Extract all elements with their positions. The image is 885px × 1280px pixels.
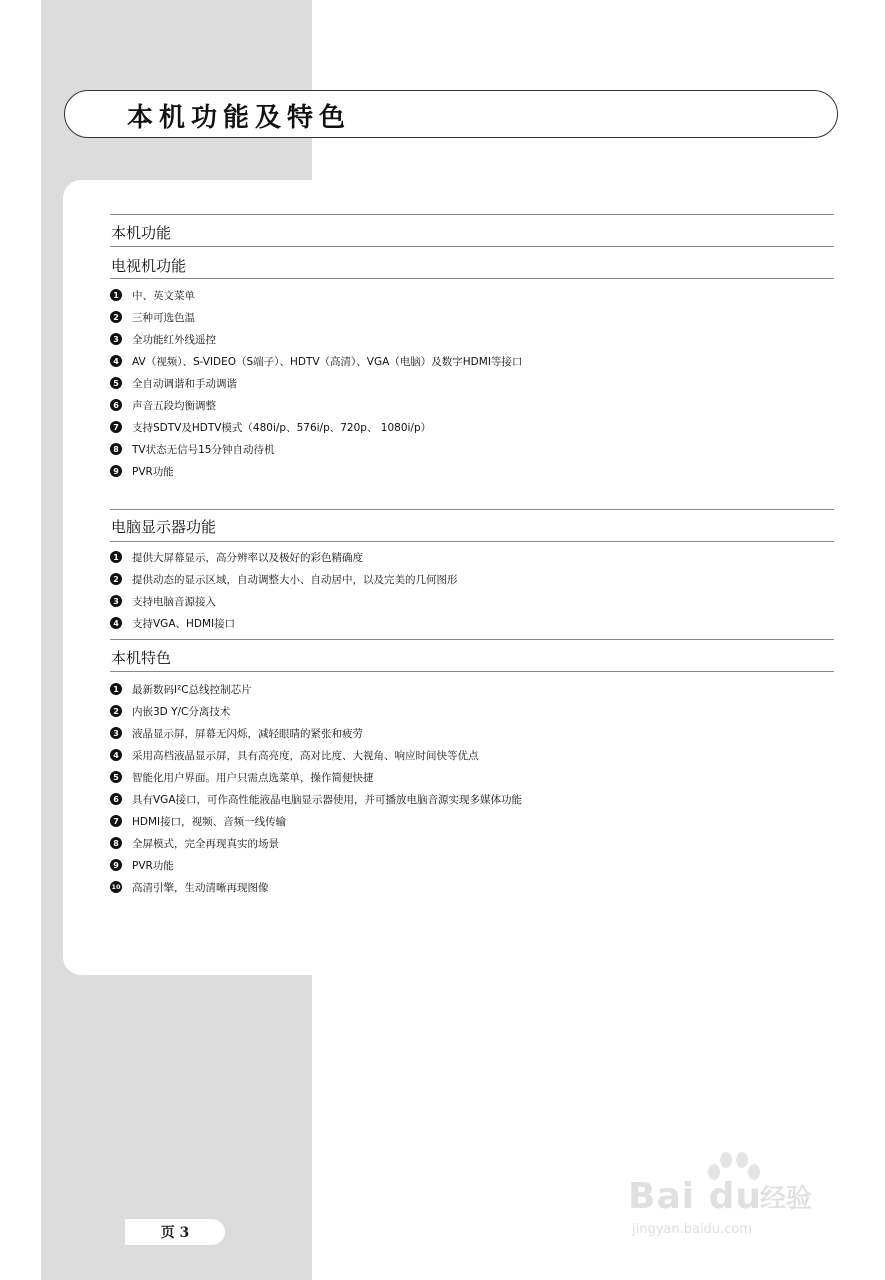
number-badge-icon: 6 bbox=[110, 793, 122, 805]
number-badge-icon: 3 bbox=[110, 727, 122, 739]
number-badge-icon: 7 bbox=[110, 421, 122, 433]
list-item: 9 PVR功能 bbox=[110, 460, 522, 482]
number-badge-icon: 6 bbox=[110, 399, 122, 411]
list-item: 5 全自动调谐和手动调谐 bbox=[110, 372, 522, 394]
number-badge-icon: 3 bbox=[110, 333, 122, 345]
number-badge-icon: 2 bbox=[110, 705, 122, 717]
number-badge-icon: 4 bbox=[110, 617, 122, 629]
list-item: 1 提供大屏幕显示，高分辨率以及极好的彩色精确度 bbox=[110, 546, 458, 568]
list-item: 8 全屏模式，完全再现真实的场景 bbox=[110, 832, 522, 854]
number-badge-icon: 9 bbox=[110, 465, 122, 477]
number-badge-icon: 3 bbox=[110, 595, 122, 607]
tv-function-list bbox=[110, 284, 522, 482]
section-heading-features: 本机特色 bbox=[111, 649, 172, 667]
list-item: 7 支持SDTV及HDTV模式（480i/p、576i/p、720p、 1080i/p） bbox=[110, 416, 522, 438]
list-item: 1 中、英文菜单 bbox=[110, 284, 522, 306]
divider bbox=[110, 671, 834, 672]
number-badge-icon: 5 bbox=[110, 771, 122, 783]
number-badge-icon: 2 bbox=[110, 311, 122, 323]
number-badge-icon: 8 bbox=[110, 837, 122, 849]
list-item: 3 支持电脑音源接入 bbox=[110, 590, 458, 612]
list-item: 3 液晶显示屏，屏幕无闪烁，减轻眼睛的紧张和疲劳 bbox=[110, 722, 522, 744]
list-item: 5 智能化用户界面。用户只需点选菜单，操作简便快捷 bbox=[110, 766, 522, 788]
list-item: 9 PVR功能 bbox=[110, 854, 522, 876]
divider bbox=[110, 214, 834, 215]
watermark-brand: Bai du bbox=[628, 1176, 763, 1217]
list-item: 6 声音五段均衡调整 bbox=[110, 394, 522, 416]
list-item: 1 最新数码I²C总线控制芯片 bbox=[110, 678, 522, 700]
divider bbox=[110, 541, 834, 542]
section-heading-tv: 电视机功能 bbox=[111, 257, 187, 275]
list-item: 7 HDMI接口，视频、音频一线传输 bbox=[110, 810, 522, 832]
page-title: 本机功能及特色 bbox=[127, 103, 352, 133]
number-badge-icon: 5 bbox=[110, 377, 122, 389]
number-badge-icon: 10 bbox=[111, 883, 121, 891]
divider bbox=[110, 509, 834, 510]
section-heading-pc: 电脑显示器功能 bbox=[111, 518, 217, 536]
number-badge-icon: 1 bbox=[110, 551, 122, 563]
feature-list bbox=[110, 678, 522, 898]
list-item: 8 TV状态无信号15分钟自动待机 bbox=[110, 438, 522, 460]
section-heading-functions: 本机功能 bbox=[111, 224, 172, 242]
number-badge-icon: 2 bbox=[110, 573, 122, 585]
number-badge-icon: 7 bbox=[110, 815, 122, 827]
pc-function-list bbox=[110, 546, 458, 634]
list-item: 10 高清引擎，生动清晰再现图像 bbox=[111, 881, 269, 894]
list-item: 2 三种可选色温 bbox=[110, 306, 522, 328]
number-badge-icon: 1 bbox=[110, 289, 122, 301]
list-item: 2 提供动态的显示区域，自动调整大小、自动居中，以及完美的几何图形 bbox=[110, 568, 458, 590]
number-badge-icon: 9 bbox=[110, 859, 122, 871]
number-badge-icon: 8 bbox=[110, 443, 122, 455]
baidu-jingyan-watermark bbox=[628, 1150, 838, 1250]
divider bbox=[110, 246, 834, 247]
page-number: 页 3 bbox=[125, 1219, 225, 1245]
watermark-jingyan: 经验 bbox=[760, 1184, 813, 1214]
list-item: 4 AV（视频）、S-VIDEO（S端子）、HDTV（高清）、VGA（电脑）及数字HDMI等接口 bbox=[110, 350, 522, 372]
list-item: 2 内嵌3D Y/C分离技术 bbox=[110, 700, 522, 722]
divider bbox=[110, 639, 834, 640]
number-badge-icon: 4 bbox=[110, 355, 122, 367]
number-badge-icon: 1 bbox=[110, 683, 122, 695]
list-item: 4 支持VGA、HDMI接口 bbox=[110, 612, 458, 634]
divider bbox=[110, 278, 834, 279]
watermark-url: jingyan.baidu.com bbox=[632, 1222, 752, 1237]
list-item: 6 具有VGA接口，可作高性能液晶电脑显示器使用，并可播放电脑音源实现多媒体功能 bbox=[110, 788, 522, 810]
list-item: 4 采用高档液晶显示屏，具有高亮度，高对比度、大视角、响应时间快等优点 bbox=[110, 744, 522, 766]
number-badge-icon: 4 bbox=[110, 749, 122, 761]
title-banner bbox=[64, 90, 838, 138]
list-item: 3 全功能红外线遥控 bbox=[110, 328, 522, 350]
